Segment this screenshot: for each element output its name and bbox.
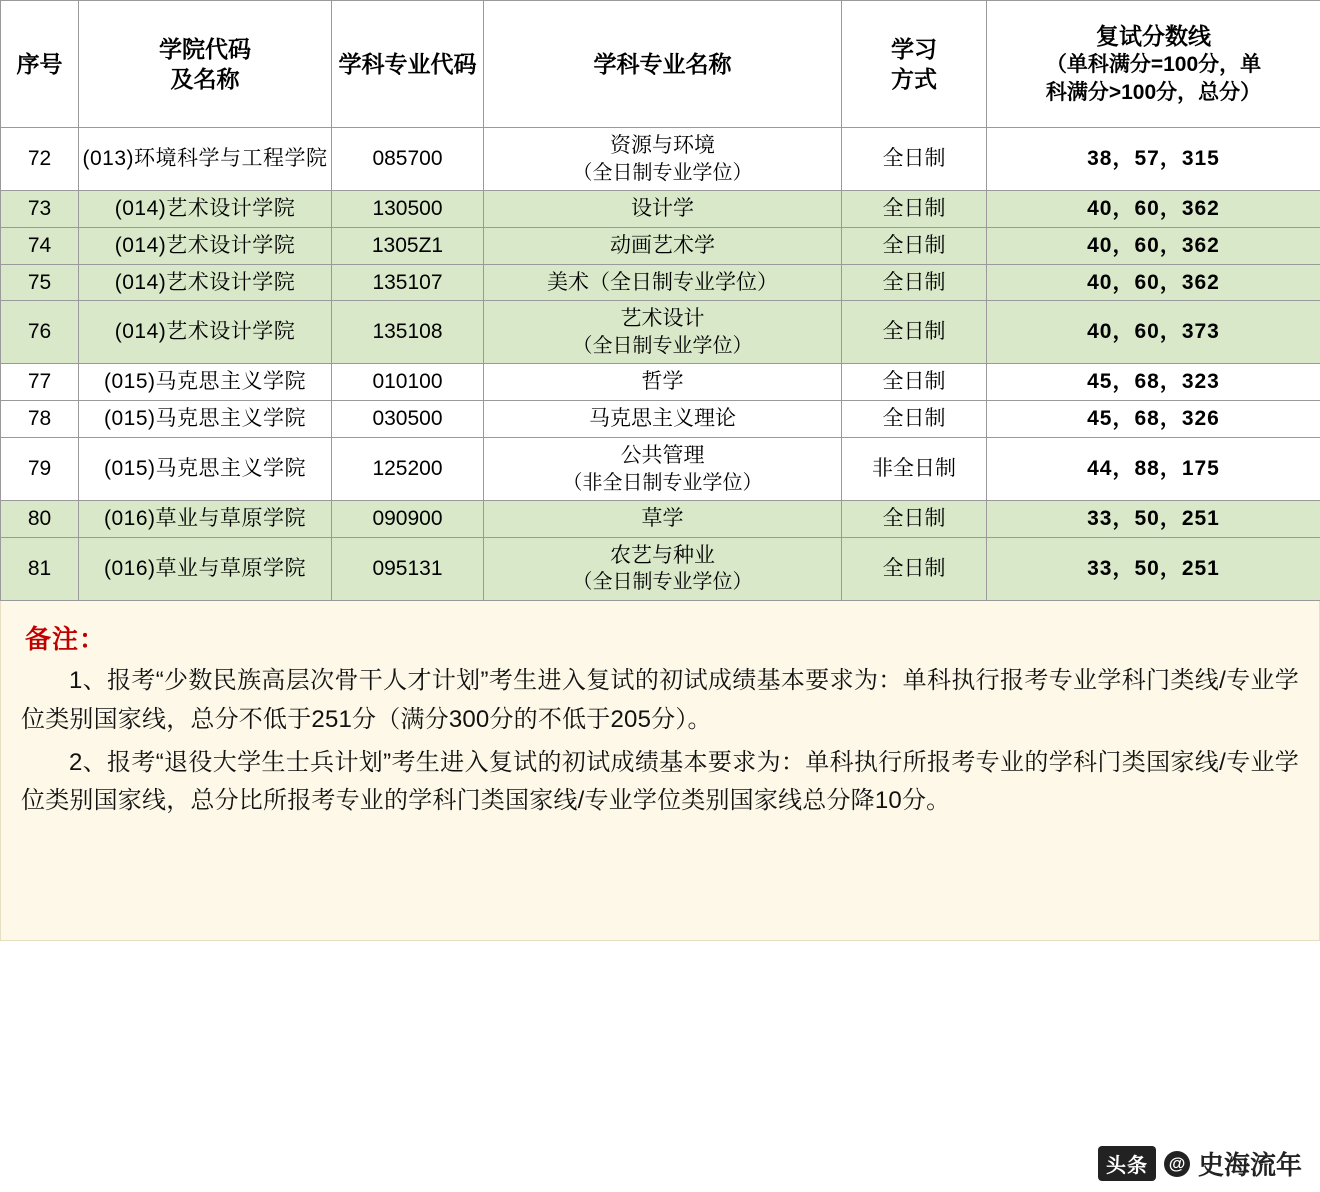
table-row: [1, 500, 1320, 537]
row-index: 73: [1, 191, 79, 228]
row-major-name: [484, 500, 842, 537]
row-study-mode: 全日制: [842, 128, 987, 191]
header-study-mode-line1: 学习: [891, 35, 937, 62]
row-major-code: 130500: [332, 191, 484, 228]
table-row: [1, 301, 1320, 364]
row-score-line: 45，68，323: [987, 364, 1320, 401]
header-college-line1: 学院代码: [159, 35, 251, 62]
row-major-code: 085700: [332, 128, 484, 191]
row-score-line: 40，60，362: [987, 227, 1320, 264]
row-major-name-main: 马克思主义理论: [589, 407, 736, 431]
row-major-code: 010100: [332, 364, 484, 401]
row-index: 80: [1, 500, 79, 537]
row-major-code: 135108: [332, 301, 484, 364]
table-body: [1, 128, 1320, 601]
row-study-mode: 全日制: [842, 537, 987, 600]
row-college: (015)马克思主义学院: [79, 437, 332, 500]
row-major-name: [484, 227, 842, 264]
row-score-line: 38，57，315: [987, 128, 1320, 191]
table-row: [1, 227, 1320, 264]
header-study-mode: [842, 1, 987, 128]
row-study-mode: 全日制: [842, 227, 987, 264]
table-row: [1, 128, 1320, 191]
row-major-code: 125200: [332, 437, 484, 500]
row-major-name-sub: （全日制专业学位）: [572, 571, 753, 594]
row-college: (016)草业与草原学院: [79, 500, 332, 537]
row-index: 79: [1, 437, 79, 500]
row-major-name-main: 艺术设计: [620, 307, 705, 331]
row-score-line: 40，60，362: [987, 264, 1320, 301]
header-score-line: [987, 1, 1320, 128]
row-study-mode: 全日制: [842, 500, 987, 537]
row-major-name-main: 农艺与种业: [610, 543, 715, 567]
row-major-code: 1305Z1: [332, 227, 484, 264]
row-major-code: 135107: [332, 264, 484, 301]
table-header: [1, 1, 1320, 128]
row-major-name-main: 美术（全日制专业学位）: [547, 270, 778, 294]
row-score-line: 40，60，373: [987, 301, 1320, 364]
row-major-code: 095131: [332, 537, 484, 600]
table-row: [1, 537, 1320, 600]
row-index: 74: [1, 227, 79, 264]
row-major-name-main: 动画艺术学: [610, 233, 715, 257]
row-major-name: [484, 191, 842, 228]
row-major-name-main: 公共管理: [620, 443, 705, 467]
row-major-name: [484, 364, 842, 401]
header-score-line3: 科满分>100分，总分）: [1045, 81, 1262, 105]
row-study-mode: 全日制: [842, 191, 987, 228]
row-major-name-main: 设计学: [631, 197, 694, 221]
header-college-line2: 及名称: [170, 66, 240, 92]
row-major-name: [484, 437, 842, 500]
row-study-mode: 全日制: [842, 364, 987, 401]
header-score-line2: （单科满分=100分，单: [1045, 53, 1262, 77]
row-college: (016)草业与草原学院: [79, 537, 332, 600]
note-item-2: 2、报考“退役大学生士兵计划”考生进入复试的初试成绩基本要求为：单科执行所报考专业的学科门类国家线/专业学位类别国家线，总分比所报考专业的学科门类国家线/专业学位类别国家线总分降10分。: [21, 748, 1299, 815]
row-major-name-sub: （非全日制专业学位）: [562, 471, 763, 494]
header-no: 序号: [1, 1, 79, 128]
row-major-code: 030500: [332, 401, 484, 438]
row-college: (014)艺术设计学院: [79, 191, 332, 228]
row-college: (014)艺术设计学院: [79, 264, 332, 301]
watermark-at-icon: @: [1164, 1151, 1190, 1177]
row-major-name: [484, 537, 842, 600]
row-college: (014)艺术设计学院: [79, 301, 332, 364]
header-study-mode-line2: 方式: [891, 66, 937, 92]
row-major-name: [484, 128, 842, 191]
row-college: (013)环境科学与工程学院: [79, 128, 332, 191]
row-index: 72: [1, 128, 79, 191]
row-study-mode: 全日制: [842, 301, 987, 364]
row-major-name-sub: （全日制专业学位）: [572, 161, 753, 184]
row-study-mode: 全日制: [842, 401, 987, 438]
row-major-name-main: 资源与环境: [610, 134, 715, 157]
row-college: (015)马克思主义学院: [79, 401, 332, 438]
header-major-name: 学科专业名称: [484, 1, 842, 128]
table-row: [1, 437, 1320, 500]
table-row: [1, 364, 1320, 401]
row-major-code: 090900: [332, 500, 484, 537]
row-score-line: 44，88，175: [987, 437, 1320, 500]
row-index: 77: [1, 364, 79, 401]
row-college: (014)艺术设计学院: [79, 227, 332, 264]
header-college: [79, 1, 332, 128]
row-index: 76: [1, 301, 79, 364]
watermark: [1098, 1145, 1302, 1182]
row-major-name: [484, 264, 842, 301]
table-row: [1, 401, 1320, 438]
row-major-name-sub: （全日制专业学位）: [572, 334, 753, 357]
header-major-code: [332, 1, 484, 128]
notes-title: 备注：: [25, 623, 107, 654]
row-major-name: [484, 301, 842, 364]
row-score-line: 40，60，362: [987, 191, 1320, 228]
table-row: [1, 264, 1320, 301]
notes-section: [0, 601, 1320, 941]
row-major-name: [484, 401, 842, 438]
row-score-line: 33，50，251: [987, 537, 1320, 600]
row-score-line: 45，68，326: [987, 401, 1320, 438]
watermark-author: 史海流年: [1197, 1150, 1302, 1180]
header-major-code-line1: 学科专业代码: [338, 50, 477, 77]
header-score-line1: 复试分数线: [1096, 23, 1211, 50]
note-item-1: 1、报考“少数民族高层次骨干人才计划”考生进入复试的初试成绩基本要求为：单科执行报考专业学科门类线/专业学位类别国家线，总分不低于251分（满分300分的不低于205分）。: [21, 666, 1299, 733]
row-college: (015)马克思主义学院: [79, 364, 332, 401]
row-index: 81: [1, 537, 79, 600]
row-index: 75: [1, 264, 79, 301]
header-row: [1, 1, 1320, 128]
row-major-name-main: 哲学: [641, 370, 684, 394]
row-index: 78: [1, 401, 79, 438]
watermark-platform: 头条: [1098, 1146, 1156, 1181]
row-score-line: 33，50，251: [987, 500, 1320, 537]
row-study-mode: 全日制: [842, 264, 987, 301]
row-study-mode: 非全日制: [842, 437, 987, 500]
row-major-name-main: 草学: [641, 506, 684, 530]
table-row: [1, 191, 1320, 228]
